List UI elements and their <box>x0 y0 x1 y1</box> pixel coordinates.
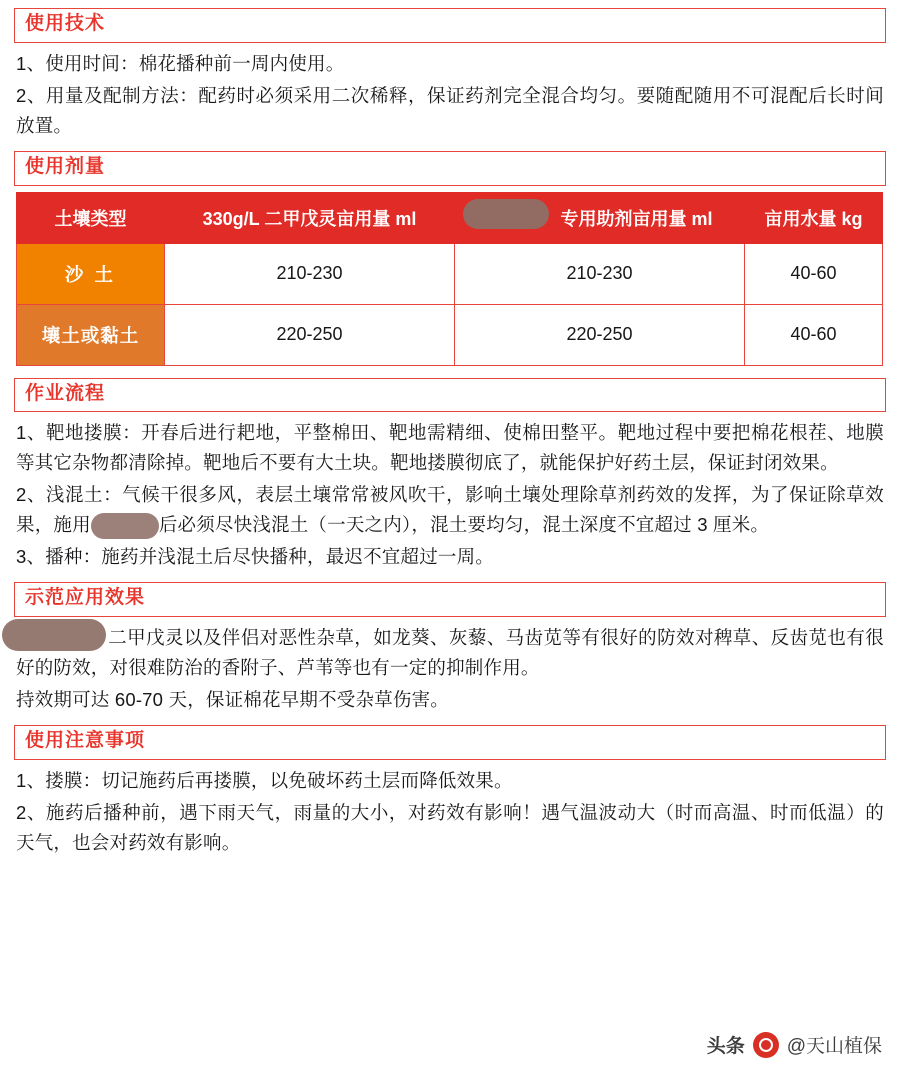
paragraph: 2、施药后播种前，遇下雨天气，雨量的大小，对药效有影响！遇气温波动大（时而高温、时而低温）的天气，也会对药效有影响。 <box>16 801 884 853</box>
column-header-adjuvant-dose <box>455 192 745 243</box>
column-header-pendimethalin-dose: 330g/L 二甲戊灵亩用量 ml <box>165 192 455 243</box>
section-body-demo-effect <box>16 623 884 715</box>
table-header-row <box>17 192 883 243</box>
cell-soil-type <box>17 304 165 365</box>
toutiao-label: 头条 <box>706 1036 745 1057</box>
column-header-soil-type: 土壤类型 <box>17 192 165 243</box>
table-row <box>17 304 883 365</box>
section-title: 作业流程 <box>25 382 106 404</box>
cell-adjuvant-dose: 220-250 <box>455 304 745 365</box>
section-heading-demo-effect <box>14 582 886 617</box>
paragraph: 2、用量及配制方法：配药时必须采用二次稀释，保证药剂完全混合均匀。要随配随用不可混配后长时间放置。 <box>16 84 884 136</box>
footer-watermark <box>707 1031 882 1058</box>
paragraph-with-redaction <box>16 480 884 540</box>
section-body-workflow <box>16 418 884 572</box>
paragraph-text: 二甲戊灵以及伴侣对恶性杂草，如龙葵、灰藜、马齿苋等有很好的防效对稗草、反齿苋也有很好的防效，对很难防治的香附子、芦苇等也有一定的抑制作用。 <box>16 626 884 678</box>
cell-adjuvant-dose: 210-230 <box>455 243 745 304</box>
section-heading-workflow <box>14 378 886 413</box>
paragraph-part-1: 2、浅混土：气候干很多风，表层土壤常常被风吹干，影响土壤处理除草剂药效的发挥，为了保证除草效果，施用 <box>16 484 884 536</box>
cell-water-volume: 40-60 <box>745 304 883 365</box>
paragraph: 1、靶地搂膜：开春后进行耙地，平整棉田、靶地需精细、使棉田整平。靶地过程中要把棉花根茬、地膜等其它杂物都清除掉。靶地后不要有大土块。靶地搂膜彻底了，就能保护好药土层，保证封闭效果。 <box>16 422 884 474</box>
section-body-precautions <box>16 766 884 858</box>
account-handle: @天山植保 <box>786 1036 882 1057</box>
paragraph: 持效期可达 60-70 天，保证棉花早期不受杂草伤害。 <box>16 688 449 710</box>
paragraph: 1、搂膜：切记施药后再搂膜，以免破坏药土层而降低效果。 <box>16 769 513 791</box>
cell-pendimethalin-dose: 220-250 <box>165 304 455 365</box>
cell-pendimethalin-dose: 210-230 <box>165 243 455 304</box>
column-header-water-volume: 亩用水量 kg <box>745 192 883 243</box>
section-body-usage-technique <box>16 49 884 141</box>
section-title: 使用技术 <box>25 13 106 34</box>
dosage-table <box>16 192 883 366</box>
soil-type-label: 壤土或黏土 <box>41 324 140 346</box>
soil-type-label: 沙 土 <box>64 263 117 285</box>
table-row <box>17 243 883 304</box>
paragraph: 3、播种：施药并浅混土后尽快播种，最迟不宜超过一周。 <box>16 546 494 568</box>
section-heading-precautions <box>14 725 886 760</box>
section-title: 使用剂量 <box>25 155 106 177</box>
redaction-mark-icon <box>91 513 159 539</box>
cell-water-volume: 40-60 <box>745 243 883 304</box>
section-heading-dosage <box>14 151 886 186</box>
section-title: 使用注意事项 <box>25 729 146 751</box>
section-heading-usage-technique <box>14 8 886 43</box>
paragraph-part-2: 后必须尽快浅混土（一天之内），混土要均匀，混土深度不宜超过 3 厘米。 <box>158 514 770 536</box>
redaction-mark-icon <box>463 199 549 229</box>
paragraph: 1、使用时间：棉花播种前一周内使用。 <box>16 52 345 74</box>
redaction-mark-icon <box>2 619 106 651</box>
paragraph <box>16 623 884 683</box>
account-avatar-icon <box>753 1032 779 1058</box>
column-header-adjuvant-dose-label: 专用助剂亩用量 ml <box>560 208 713 229</box>
cell-soil-type <box>17 243 165 304</box>
section-title: 示范应用效果 <box>25 587 146 609</box>
